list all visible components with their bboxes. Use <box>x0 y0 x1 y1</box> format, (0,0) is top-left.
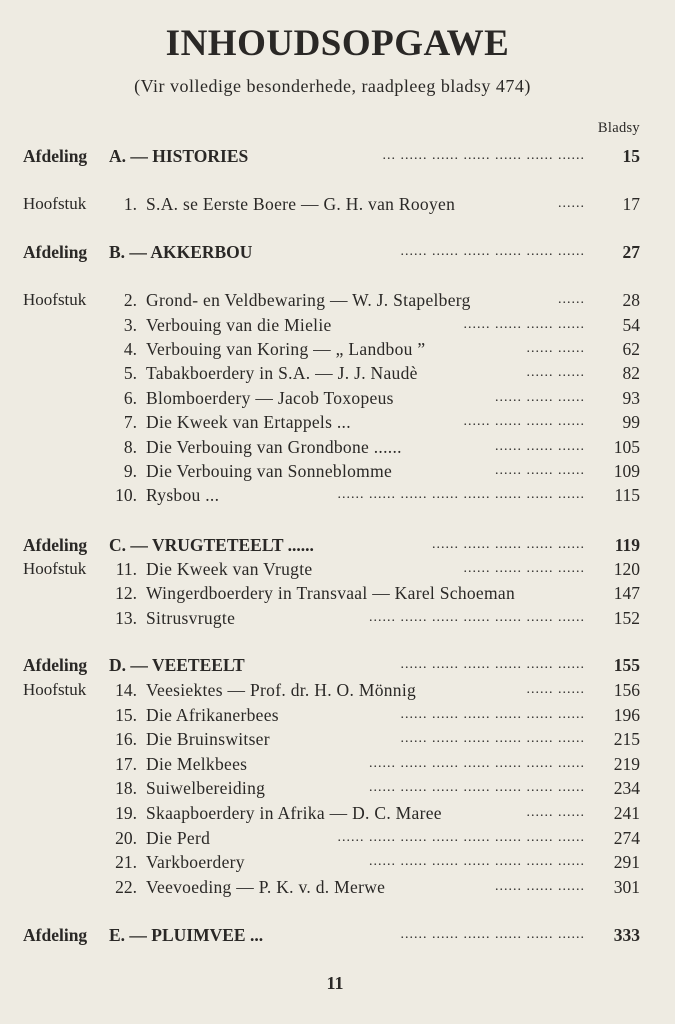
page-number: 109 <box>613 461 640 481</box>
chapter-title: Die Verbouing van Sonneblomme <box>146 461 393 481</box>
section-label: Afdeling <box>23 535 88 555</box>
chapter-label: Hoofstuk <box>23 290 87 309</box>
chapter-number: 13. <box>115 608 137 628</box>
section-row <box>0 655 675 679</box>
page-subtitle: (Vir volledige besonderhede, raadpleeg bladsy 474) <box>134 76 531 96</box>
section-row <box>0 146 675 170</box>
page-number: 62 <box>622 339 640 359</box>
chapter-title: Die Kweek van Vrugte <box>146 559 313 579</box>
chapter-row <box>0 828 675 852</box>
dot-leader: ...... ...... <box>526 365 585 380</box>
page-number: 274 <box>613 828 640 848</box>
chapter-number: 4. <box>123 339 137 359</box>
dot-leader: ...... ...... ...... ...... ...... ...... ...... ...... <box>337 830 585 845</box>
section-label: Afdeling <box>23 146 88 166</box>
page-number: 215 <box>613 729 640 749</box>
chapter-title: Die Melkbees <box>146 754 248 774</box>
section-title: C. — VRUGTETEELT ...... <box>109 535 314 555</box>
chapter-number: 8. <box>123 437 137 457</box>
chapter-title: Skaapboerdery in Afrika — D. C. Maree <box>146 803 442 823</box>
page-number: 219 <box>613 754 640 774</box>
dot-leader: ...... ...... ...... <box>495 879 585 894</box>
page-number: 301 <box>613 877 640 897</box>
chapter-number: 3. <box>123 315 137 335</box>
chapter-title: Grond- en Veldbewaring — W. J. Stapelberg <box>146 290 471 310</box>
dot-leader: ...... ...... ...... ...... ...... ...... ...... ...... <box>337 487 585 502</box>
chapter-row <box>0 363 675 387</box>
dot-leader: ...... ...... ...... ...... ...... ...... <box>400 657 585 672</box>
page-number: 196 <box>613 705 640 725</box>
chapter-title: Blomboerdery — Jacob Toxopeus <box>146 388 394 408</box>
chapter-label: Hoofstuk <box>23 194 87 213</box>
chapter-title: Die Afrikanerbees <box>146 705 279 725</box>
dot-leader: ... ...... ...... ...... ...... ...... ...... <box>382 148 585 163</box>
chapter-row <box>0 194 675 218</box>
section-row <box>0 925 675 949</box>
chapter-title: Verbouing van die Mielie <box>146 315 332 335</box>
dot-leader: ...... ...... ...... <box>495 439 585 454</box>
chapter-label: Hoofstuk <box>23 680 87 699</box>
dot-leader: ...... ...... ...... ...... ...... ...... ...... <box>369 756 585 771</box>
section-label: Afdeling <box>23 242 88 262</box>
chapter-row <box>0 705 675 729</box>
chapter-number: 17. <box>115 754 137 774</box>
chapter-row <box>0 559 675 583</box>
chapter-title: Die Kweek van Ertappels ... <box>146 412 351 432</box>
page-number: 291 <box>613 852 640 872</box>
chapter-number: 16. <box>115 729 137 749</box>
chapter-row <box>0 339 675 363</box>
chapter-number: 6. <box>123 388 137 408</box>
dot-leader: ...... ...... ...... ...... ...... ...... <box>400 244 585 259</box>
dot-leader: ...... ...... ...... ...... <box>463 561 585 576</box>
section-title: E. — PLUIMVEE ... <box>109 925 264 945</box>
page-number: 15 <box>622 146 640 166</box>
page-title: INHOUDSOPGAWE <box>165 23 510 64</box>
page-number: 152 <box>613 608 640 628</box>
chapter-row <box>0 729 675 753</box>
page-number: 17 <box>622 194 640 214</box>
chapter-number: 15. <box>115 705 137 725</box>
chapter-number: 1. <box>123 194 137 214</box>
page-number: 82 <box>622 363 640 383</box>
dot-leader: ...... ...... <box>526 805 585 820</box>
chapter-number: 2. <box>123 290 137 310</box>
chapter-number: 14. <box>115 680 137 700</box>
section-title: A. — HISTORIES <box>109 146 249 166</box>
dot-leader: ...... ...... ...... ...... ...... ...... <box>400 927 585 942</box>
chapter-number: 10. <box>115 485 137 505</box>
dot-leader: ...... <box>558 196 585 211</box>
page-number: 115 <box>614 485 640 505</box>
section-title: D. — VEETEELT <box>109 655 245 675</box>
chapter-title: Verbouing van Koring — „ Landbou ” <box>146 339 426 359</box>
chapter-title: Die Bruinswitser <box>146 729 270 749</box>
chapter-number: 21. <box>115 852 137 872</box>
chapter-number: 20. <box>115 828 137 848</box>
page-number: 155 <box>613 655 640 675</box>
chapter-number: 9. <box>123 461 137 481</box>
chapter-row <box>0 290 675 314</box>
dot-leader: ...... ...... ...... ...... ...... ...... ...... <box>369 610 585 625</box>
chapter-number: 11. <box>115 559 137 579</box>
chapter-title: Varkboerdery <box>146 852 245 872</box>
page-number: 99 <box>622 412 640 432</box>
chapter-title: Tabakboerdery in S.A. — J. J. Naudè <box>146 363 418 383</box>
chapter-number: 12. <box>115 583 137 603</box>
section-label: Afdeling <box>23 655 88 675</box>
dot-leader: ...... ...... ...... ...... ...... ...... ...... <box>369 780 585 795</box>
chapter-title: Die Verbouing van Grondbone ...... <box>146 437 402 457</box>
chapter-title: Sitrusvrugte <box>146 608 236 628</box>
chapter-row <box>0 680 675 704</box>
section-title: B. — AKKERBOU <box>109 242 253 262</box>
chapter-row <box>0 412 675 436</box>
page-number: 28 <box>622 290 640 310</box>
footer-page-number: 11 <box>326 973 344 993</box>
chapter-label: Hoofstuk <box>23 559 87 578</box>
dot-leader: ...... ...... ...... ...... <box>463 317 585 332</box>
chapter-title: Veevoeding — P. K. v. d. Merwe <box>146 877 386 897</box>
chapter-title: Veesiektes — Prof. dr. H. O. Mönnig <box>146 680 417 700</box>
chapter-number: 22. <box>115 877 137 897</box>
page-number: 120 <box>613 559 640 579</box>
section-label: Afdeling <box>23 925 88 945</box>
dot-leader: ...... ...... ...... ...... <box>463 414 585 429</box>
chapter-row <box>0 461 675 485</box>
chapter-number: 18. <box>115 778 137 798</box>
page-column-label: Bladsy <box>597 120 640 136</box>
chapter-row <box>0 315 675 339</box>
chapter-row <box>0 852 675 876</box>
chapter-row <box>0 778 675 802</box>
chapter-row <box>0 877 675 901</box>
chapter-title: Wingerdboerdery in Transvaal — Karel Schoeman <box>146 583 516 603</box>
dot-leader: ...... ...... ...... <box>495 390 585 405</box>
dot-leader: ...... ...... <box>526 341 585 356</box>
page-number: 54 <box>622 315 640 335</box>
page-number: 147 <box>613 583 640 603</box>
chapter-title: Die Perd <box>146 828 211 848</box>
chapter-row <box>0 803 675 827</box>
chapter-row <box>0 608 675 632</box>
chapter-row <box>0 583 675 607</box>
chapter-number: 5. <box>123 363 137 383</box>
chapter-row <box>0 437 675 461</box>
section-row <box>0 242 675 266</box>
dot-leader: ...... ...... ...... ...... ...... ...... ...... <box>369 854 585 869</box>
dot-leader: ...... ...... ...... <box>495 463 585 478</box>
page-number: 27 <box>622 242 640 262</box>
chapter-row <box>0 388 675 412</box>
page-number: 156 <box>613 680 640 700</box>
chapter-title: Rysbou ... <box>146 485 220 505</box>
dot-leader: ...... ...... ...... ...... ...... ...... <box>400 731 585 746</box>
page-number: 241 <box>613 803 640 823</box>
chapter-title: Suiwelbereiding <box>146 778 266 798</box>
dot-leader: ...... ...... ...... ...... ...... ...... <box>400 707 585 722</box>
page-number: 105 <box>613 437 640 457</box>
chapter-number: 7. <box>123 412 137 432</box>
dot-leader: ...... <box>558 292 585 307</box>
page-number: 119 <box>614 535 640 555</box>
section-row <box>0 535 675 559</box>
chapter-row <box>0 485 675 509</box>
page-number: 93 <box>622 388 640 408</box>
chapter-row <box>0 754 675 778</box>
dot-leader: ...... ...... <box>526 682 585 697</box>
chapter-number: 19. <box>115 803 137 823</box>
page-number: 234 <box>613 778 640 798</box>
dot-leader: ...... ...... ...... ...... ...... <box>432 537 585 552</box>
chapter-title: S.A. se Eerste Boere — G. H. van Rooyen <box>146 194 456 214</box>
page-number: 333 <box>613 925 640 945</box>
